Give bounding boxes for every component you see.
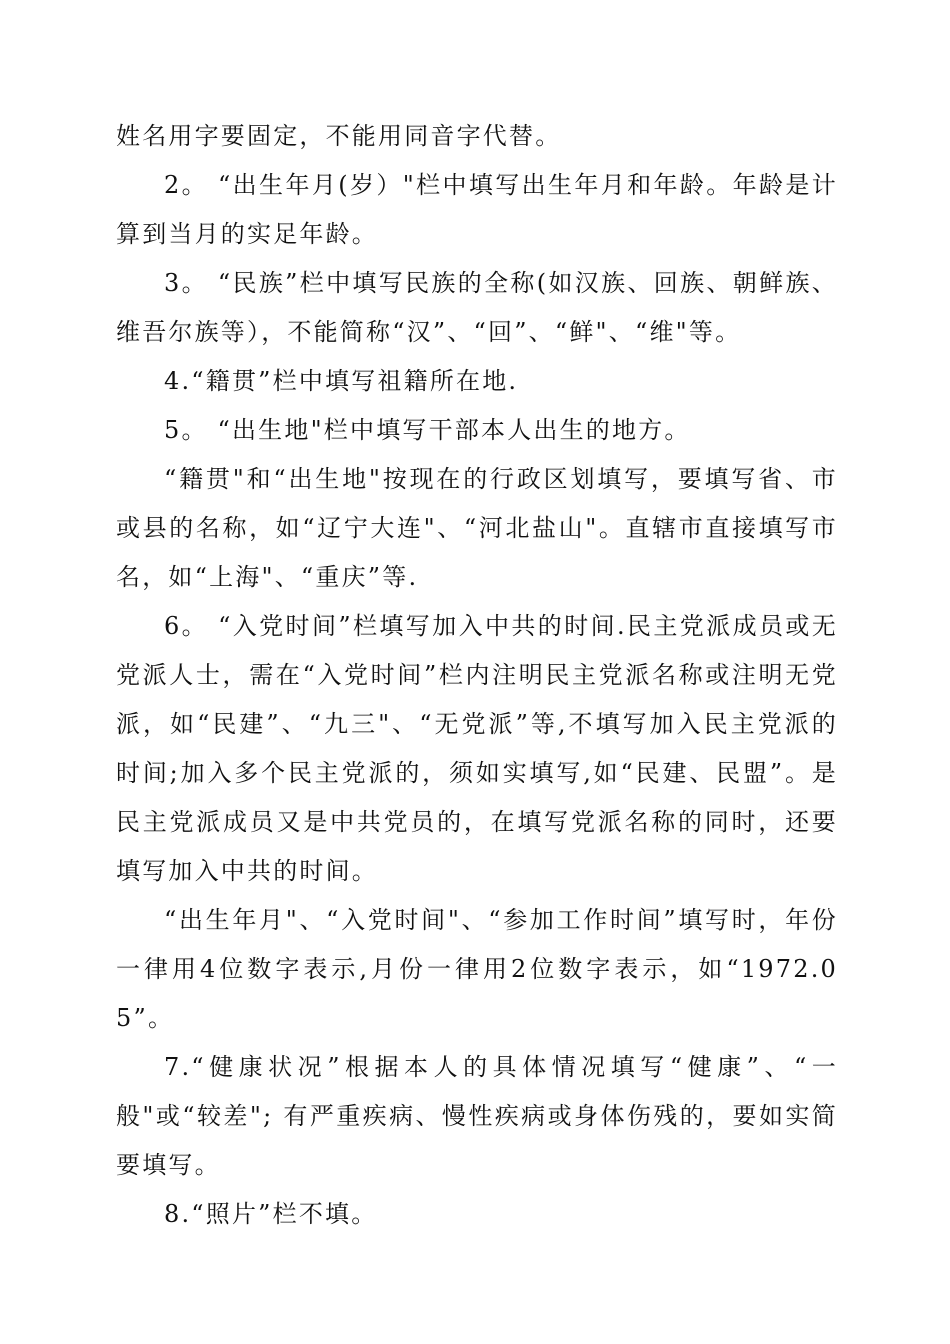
paragraph-region-format: “籍贯"和“出生地"按现在的行政区划填写，要填写省、市或县的名称，如“辽宁大连"、“河北盐山"。直辖市直接填写市名，如“上海"、“重庆”等. [116, 465, 838, 591]
paragraph-party-join-date: 6。 “入党时间”栏填写加入中共的时间.民主党派成员或无党派人士，需在“入党时间”栏内注明民主党派名称或注明无党派，如“民建”、“九三"、“无党派”等,不填写加入民主党派的时间;加入多个民主党派的，须如实填写,如“民建、民盟”。是民主党派成员又是中共党员的，在填写党派名称的同时，还要填写加入中共的时间。 [116, 612, 838, 885]
paragraph-date-format: “出生年月"、“入党时间"、“参加工作时间”填写时，年份一律用4位数字表示,月份一律用2位数字表示，如“1972.05”。 [116, 906, 838, 1032]
paragraph-birth-date: 2。 “出生年月(岁）"栏中填写出生年月和年龄。年龄是计算到当月的实足年龄。 [116, 171, 838, 248]
paragraph-native-place: 4.“籍贯”栏中填写祖籍所在地. [164, 367, 519, 395]
paragraph-health-status: 7.“健康状况”根据本人的具体情况填写“健康”、“一般"或“较差"; 有严重疾病、慢性疾病或身体伤残的，要如实简要填写。 [116, 1053, 838, 1179]
paragraph-ethnicity: 3。 “民族”栏中填写民族的全称(如汉族、回族、朝鲜族、维吾尔族等），不能简称“汉”、“回”、“鲜"、“维"等。 [116, 269, 838, 346]
paragraph-photo: 8.“照片”栏不填。 [164, 1200, 378, 1228]
paragraph-birthplace: 5。 “出生地"栏中填写干部本人出生的地方。 [164, 416, 691, 444]
paragraph-name-rule: 姓名用字要固定，不能用同音字代替。 [116, 122, 562, 150]
document-body [116, 112, 838, 1239]
